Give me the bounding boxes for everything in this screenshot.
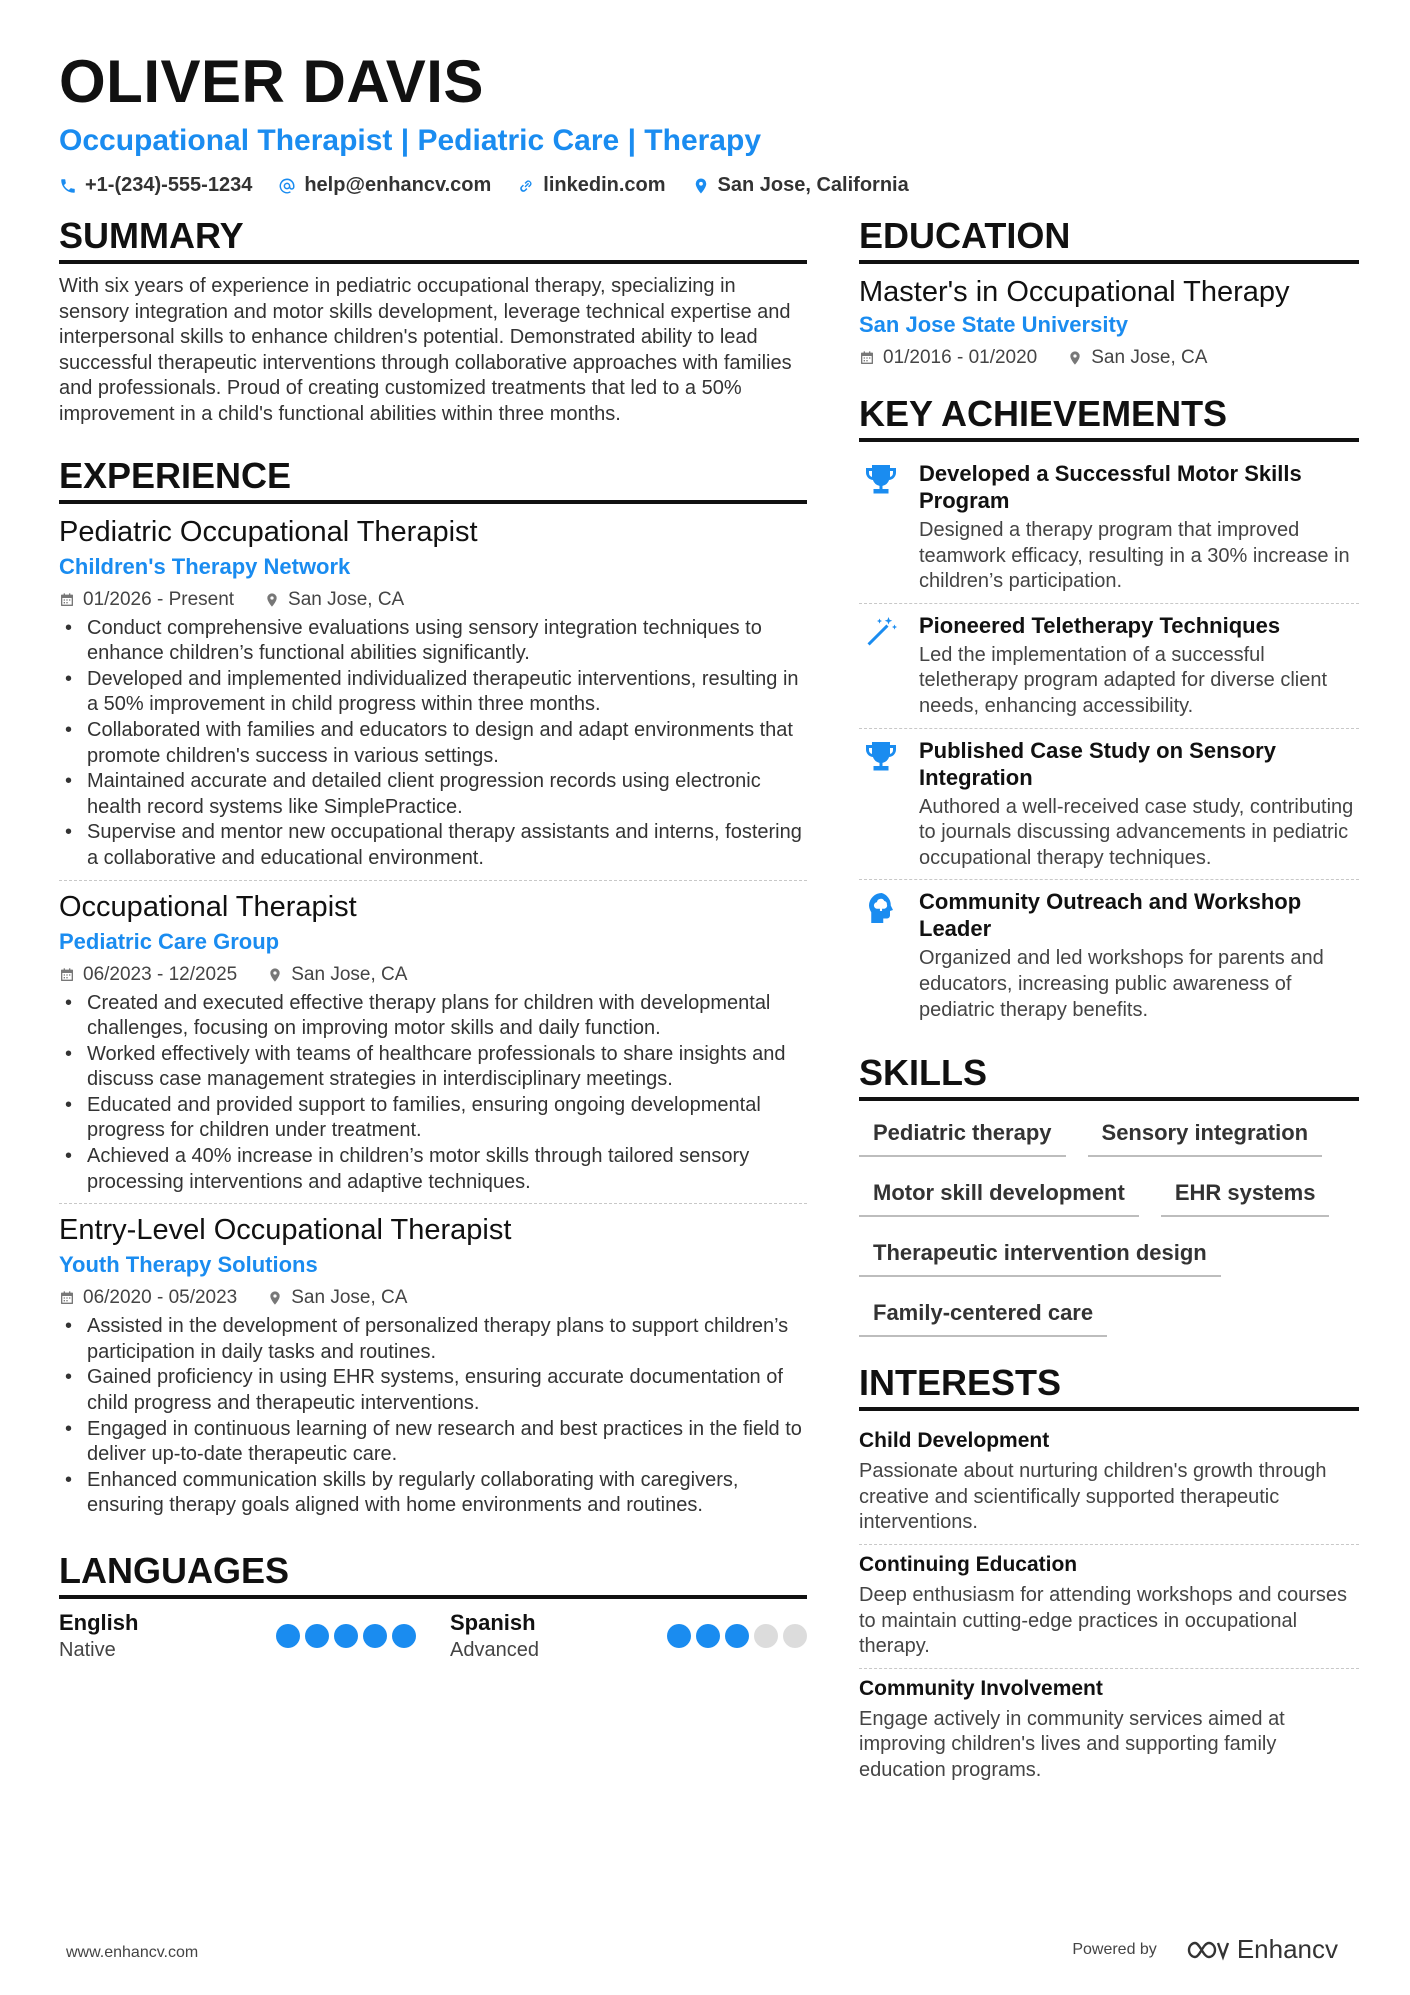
contact-location [692, 174, 909, 197]
job-bullet: • Developed and implemented individualized therapeutic interventions, resulting in a 50% improvement in child progress within three months. [59, 667, 807, 718]
location-pin-icon [692, 177, 710, 195]
achievement-item [859, 728, 1359, 880]
calendar-icon [59, 1290, 75, 1306]
right-column [859, 214, 1359, 1817]
achievement-desc: Designed a therapy program that improved teamwork efficacy, resulting in a 30% increase in children’s participation. [919, 519, 1350, 593]
interest-desc: Passionate about nurturing children's growth through creative and scientifically supported therapeutic interventions. [859, 1460, 1327, 1534]
job-bullet: • Created and executed effective therapy plans for children with developmental challenges, focusing on improving motor skills and daily function. [59, 991, 807, 1042]
rating-dot-filled [392, 1624, 416, 1648]
job-dates-text: 06/2023 - 12/2025 [83, 963, 238, 985]
rating-dot-filled [725, 1624, 749, 1648]
footer-website[interactable]: www.enhancv.com [66, 1944, 199, 1961]
language-level: Advanced [450, 1639, 539, 1661]
languages-list [59, 1609, 807, 1663]
summary-section [59, 214, 807, 428]
job-meta [59, 963, 807, 987]
education-heading: EDUCATION [859, 214, 1359, 264]
location-text: San Jose, California [717, 174, 909, 196]
language-rating [667, 1624, 807, 1648]
language-item [59, 1609, 416, 1663]
contact-email[interactable] [278, 174, 491, 197]
phone-icon [59, 177, 77, 195]
job-location [264, 588, 404, 612]
job-bullets [59, 991, 807, 1196]
location-pin-icon [267, 967, 283, 983]
job-location [267, 1286, 407, 1310]
job-bullet: • Supervise and mentor new occupational therapy assistants and interns, fostering a collaborative and educational environment. [59, 820, 807, 871]
phone-text: +1-(234)-555-1234 [85, 174, 253, 196]
experience-section [59, 454, 807, 1527]
trophy-icon [859, 460, 903, 595]
magic-wand-icon [859, 612, 903, 720]
language-rating [276, 1624, 416, 1648]
linkedin-text: linkedin.com [543, 174, 666, 196]
education-school: San Jose State University [859, 312, 1129, 337]
job-dates [59, 1286, 237, 1310]
brand-name: Enhancv [1236, 1934, 1338, 1964]
company-name: Youth Therapy Solutions [59, 1252, 318, 1278]
job-bullet: • Conduct comprehensive evaluations using sensory integration techniques to enhance children’s functional abilities significantly. [59, 616, 807, 667]
job-title: Pediatric Occupational Therapist [59, 515, 478, 548]
achievement-title: Pioneered Teletherapy Techniques [919, 612, 1281, 638]
education-location-text: San Jose, CA [1091, 347, 1208, 368]
education-dates [859, 346, 1037, 370]
location-pin-icon [264, 592, 280, 608]
interest-item [859, 1421, 1359, 1544]
language-item [450, 1609, 807, 1663]
job-entry [59, 1203, 807, 1527]
interests-section [859, 1361, 1359, 1791]
language-name: Spanish [450, 1610, 536, 1635]
achievement-desc: Organized and led workshops for parents and educators, increasing public awareness of pediatric therapy benefits. [919, 947, 1324, 1021]
job-dates [59, 588, 234, 612]
interest-item [859, 1544, 1359, 1668]
rating-dot-filled [276, 1624, 300, 1648]
job-bullet: • Maintained accurate and detailed client progression records using electronic health record systems like SimplePractice. [59, 769, 807, 820]
enhancv-logo-icon [1185, 1938, 1231, 1962]
achievement-item [859, 452, 1359, 603]
achievements-heading: KEY ACHIEVEMENTS [859, 392, 1359, 442]
achievement-desc: Authored a well-received case study, contributing to journals discussing advancements in pediatric occupational therapy techniques. [919, 795, 1354, 869]
rating-dot-filled [305, 1624, 329, 1648]
achievements-section [859, 392, 1359, 1031]
link-icon [517, 177, 535, 195]
achievement-item [859, 879, 1359, 1031]
job-dates-text: 01/2026 - Present [83, 588, 235, 610]
calendar-icon [859, 350, 875, 366]
rating-dot-empty [783, 1624, 807, 1648]
education-section [859, 214, 1359, 370]
achievement-item [859, 603, 1359, 728]
interest-title: Child Development [859, 1429, 1050, 1453]
rating-dot-filled [667, 1624, 691, 1648]
interest-desc: Engage actively in community services aimed at improving children's lives and supporting family education programs. [859, 1707, 1285, 1781]
job-bullets [59, 616, 807, 872]
footer-branding [1072, 1934, 1338, 1965]
job-bullets [59, 1314, 807, 1519]
skill-tag: Therapeutic intervention design [859, 1235, 1221, 1277]
achievement-title: Community Outreach and Workshop Leader [919, 889, 1302, 942]
job-entry [59, 880, 807, 1204]
interest-item [859, 1668, 1359, 1792]
company-name: Children's Therapy Network [59, 553, 351, 579]
trophy-icon [859, 737, 903, 872]
interests-heading: INTERESTS [859, 1361, 1359, 1411]
languages-heading: LANGUAGES [59, 1549, 807, 1599]
achievement-title: Developed a Successful Motor Skills Program [919, 461, 1302, 513]
job-bullet: • Gained proficiency in using EHR systems, ensuring accurate documentation of child progress and therapeutic interventions. [59, 1365, 807, 1416]
left-column [59, 214, 807, 1689]
rating-dot-filled [696, 1624, 720, 1648]
location-pin-icon [1067, 350, 1083, 366]
job-bullet: • Assisted in the development of personalized therapy plans to support children’s participation in daily tasks and routines. [59, 1314, 807, 1365]
job-bullet: • Achieved a 40% increase in children’s motor skills through tailored sensory processing interventions and adaptive techniques. [59, 1144, 807, 1195]
job-meta [59, 1286, 807, 1310]
skill-tag: Family-centered care [859, 1295, 1107, 1337]
resume-header [59, 46, 1359, 197]
achievement-desc: Led the implementation of a successful teletherapy program adapted for diverse client needs, enhancing accessibility. [919, 643, 1328, 717]
job-title: Occupational Therapist [59, 890, 357, 923]
company-name: Pediatric Care Group [59, 928, 280, 954]
job-entry [59, 514, 807, 880]
job-bullet: • Engaged in continuous learning of new research and best practices in the field to deliver up-to-date therapeutic care. [59, 1417, 807, 1468]
rating-dot-filled [334, 1624, 358, 1648]
job-location-text: San Jose, CA [291, 963, 408, 985]
skills-heading: SKILLS [859, 1051, 1359, 1101]
job-dates-text: 06/2020 - 05/2023 [83, 1287, 238, 1309]
skill-tag: Motor skill development [859, 1175, 1139, 1217]
skills-section [859, 1051, 1359, 1337]
achievement-title: Published Case Study on Sensory Integration [919, 737, 1276, 790]
email-text: help@enhancv.com [304, 174, 492, 196]
skills-list [859, 1111, 1359, 1337]
job-bullet: • Collaborated with families and educators to design and adapt environments that promote children's success in various settings. [59, 718, 807, 769]
job-meta [59, 588, 807, 612]
skill-tag: EHR systems [1161, 1175, 1330, 1217]
calendar-icon [59, 592, 75, 608]
interest-desc: Deep enthusiasm for attending workshops and courses to maintain cutting-edge practices in occupational therapy. [859, 1583, 1348, 1658]
contact-phone[interactable] [59, 174, 252, 197]
job-location-text: San Jose, CA [288, 588, 405, 610]
contact-linkedin[interactable] [517, 174, 665, 197]
education-location [1067, 346, 1207, 370]
job-location [267, 963, 407, 987]
summary-text: With six years of experience in pediatric occupational therapy, specializing in sensory integration and motor skills development, leverage technical expertise and interpersonal skills to enhance children's potential. Demonstrated ability to lead successful therapeutic interventions through collaborative approaches with families and professionals. Proud of creating customized treatments that led to a 50% improvement in a child's functional abilities within three months. [59, 275, 792, 425]
at-icon [278, 177, 296, 195]
education-meta [859, 346, 1359, 370]
rating-dot-empty [754, 1624, 778, 1648]
interest-title: Community Involvement [859, 1676, 1103, 1700]
powered-by-text: Powered by [1072, 1940, 1157, 1958]
language-name: English [59, 1610, 139, 1635]
head-brain-icon [859, 888, 903, 1023]
contact-bar [59, 174, 1359, 197]
experience-heading: EXPERIENCE [59, 454, 807, 504]
calendar-icon [59, 967, 75, 983]
job-bullet: • Educated and provided support to families, ensuring ongoing developmental progress for children under treatment. [59, 1093, 807, 1144]
education-degree: Master's in Occupational Therapy [859, 276, 1290, 308]
interest-title: Continuing Education [859, 1552, 1078, 1576]
summary-heading: SUMMARY [59, 214, 807, 264]
skill-tag: Pediatric therapy [859, 1115, 1066, 1157]
job-title: Entry-Level Occupational Therapist [59, 1214, 512, 1247]
location-pin-icon [267, 1290, 283, 1306]
job-bullet: • Worked effectively with teams of healthcare professionals to share insights and discuss case management strategies in interdisciplinary meetings. [59, 1042, 807, 1093]
rating-dot-filled [363, 1624, 387, 1648]
job-location-text: San Jose, CA [291, 1287, 408, 1309]
language-level: Native [59, 1639, 116, 1661]
candidate-title: Occupational Therapist | Pediatric Care | Therapy [59, 124, 761, 157]
brand-logo[interactable] [1185, 1934, 1338, 1965]
education-dates-text: 01/2016 - 01/2020 [883, 347, 1038, 368]
candidate-name: OLIVER DAVIS [59, 48, 484, 115]
languages-section [59, 1549, 807, 1663]
job-bullet: • Enhanced communication skills by regularly collaborating with caregivers, ensuring therapy goals aligned with home environments and routines. [59, 1468, 807, 1519]
job-dates [59, 963, 237, 987]
skill-tag: Sensory integration [1088, 1115, 1323, 1157]
